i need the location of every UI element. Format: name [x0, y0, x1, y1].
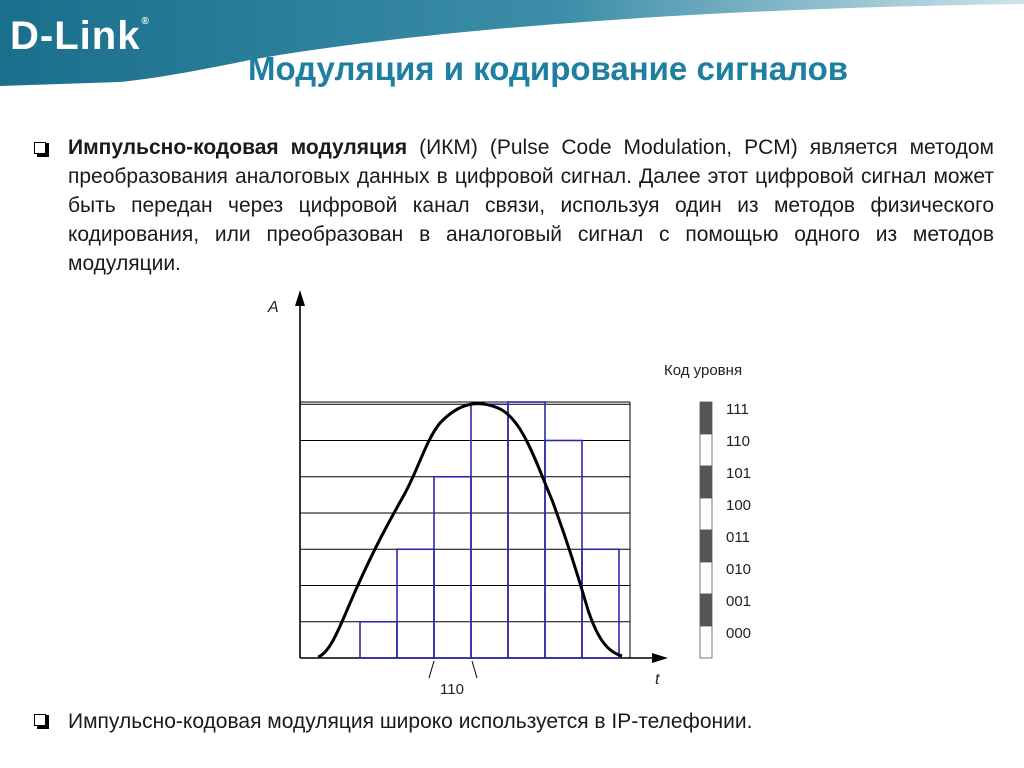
bullet-text: (ИКМ) (Pulse Code Modulation, PCM) является методом преобразования аналоговых данных в цифровой сигнал. Далее этот цифровой сигнал может быть передан через цифровой канал связи, используя один из методов физического кодирования, или преобразован в аналоговый сигнал с помощью одного из методов модуляции. [68, 136, 994, 275]
y-axis-label: A [268, 299, 279, 316]
level-code-bar [700, 402, 712, 658]
level-code-label: 100 [726, 497, 752, 514]
level-segment [700, 530, 712, 562]
level-code-label: 011 [726, 529, 750, 546]
bullet-pcm-usage: Импульсно-кодовая модуляция широко используется в IP-телефонии. [68, 710, 753, 733]
analog-signal-curve [318, 404, 622, 657]
sample-tick-left [429, 661, 434, 678]
level-segment [700, 562, 712, 594]
level-segment [700, 466, 712, 498]
x-axis-arrow-icon [652, 653, 668, 663]
level-code-header: Код уровня [664, 362, 743, 379]
level-segment [700, 498, 712, 530]
level-code-label: 111 [726, 401, 749, 418]
checkbox-bullet-icon [34, 714, 46, 726]
level-code-label: 001 [726, 593, 752, 610]
sample-bar [397, 549, 434, 658]
page-title: Модуляция и кодирование сигналов [248, 50, 849, 87]
y-axis-arrow-icon [295, 290, 305, 306]
level-code-label: 010 [726, 561, 752, 578]
level-segment [700, 434, 712, 466]
x-axis-label: t [655, 671, 660, 688]
level-segment [700, 402, 712, 434]
sample-code-label: 110 [440, 681, 464, 698]
level-segment [700, 626, 712, 658]
logo-text: D-Link [10, 14, 141, 58]
sample-tick-right [472, 661, 477, 678]
level-segment [700, 594, 712, 626]
sample-bar [434, 477, 471, 658]
registered-mark: ® [141, 16, 150, 27]
level-code-label: 000 [726, 625, 752, 642]
sample-bar [360, 622, 397, 658]
level-code-labels [726, 401, 751, 642]
level-code-label: 101 [726, 465, 752, 482]
bullet-term: Импульсно-кодовая модуляция [68, 136, 408, 159]
level-code-label: 110 [726, 433, 750, 450]
sample-bar [471, 404, 508, 658]
